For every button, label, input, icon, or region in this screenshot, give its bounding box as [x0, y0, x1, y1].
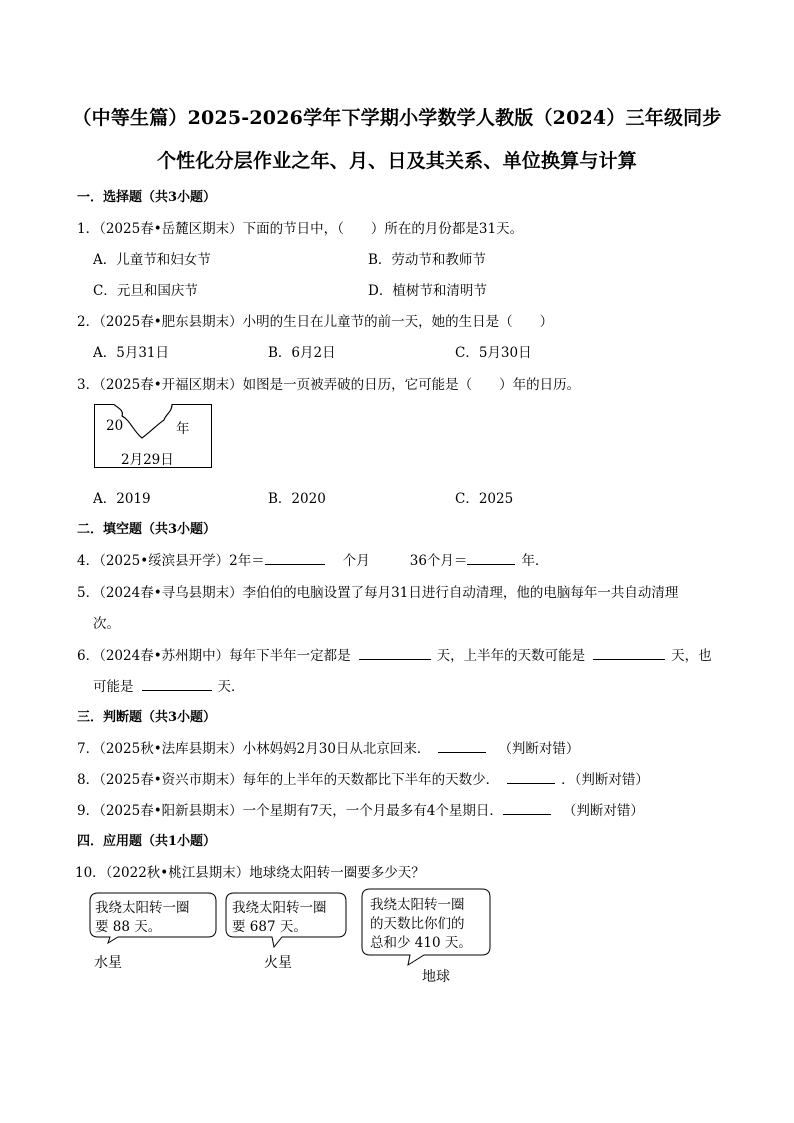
question-9-blank[interactable]	[503, 802, 551, 815]
question-2-option-a: A．5月31日	[93, 345, 170, 361]
question-6-part4: 可能是	[93, 679, 134, 695]
question-6-part2: 天，上半年的天数可能是	[436, 648, 586, 664]
question-3-option-c: C．2025	[455, 491, 514, 507]
question-4-blank-1[interactable]	[265, 552, 325, 565]
question-10-stem: 10．（2022秋•桃江县期末）地球绕太阳转一圈要多少天？	[75, 865, 425, 881]
earth-bubble-text	[370, 896, 472, 953]
calendar-date: 2月29日	[121, 452, 174, 468]
earth-label: 地球	[422, 969, 450, 985]
section-choice-heading: 一．选择题（共3小题）	[77, 190, 217, 205]
question-6-line2	[93, 675, 245, 695]
question-8-tail: ．（判断对错）	[561, 772, 649, 788]
question-4-part1: 4．（2025•绥滨县开学）2年＝	[77, 553, 265, 569]
question-6-part3: 天，也	[671, 648, 712, 664]
question-6-blank-3[interactable]	[142, 678, 212, 691]
mars-line2: 要 687 天。	[232, 919, 307, 935]
question-6-part1: 6．（2024春•苏州期中）每年下半年一定都是	[77, 648, 351, 664]
section-application-heading: 四．应用题（共1小题）	[77, 834, 217, 849]
question-2-stem: 2．（2025春•肥东县期末）小明的生日在儿童节的前一天，她的生日是（ ）	[77, 314, 554, 330]
question-3-option-a: A．2019	[93, 491, 151, 507]
question-4-part3: 36个月＝	[409, 553, 468, 569]
earth-line2: 的天数比你们的	[370, 916, 465, 932]
mercury-line2: 要 88 天。	[95, 919, 162, 935]
mars-label: 火星	[264, 955, 292, 971]
question-4-blank-2[interactable]	[467, 552, 515, 565]
question-2-option-c: C．5月30日	[455, 345, 532, 361]
question-9-stem: 9．（2025春•阳新县期末）一个星期有7天，一个月最多有4个星期日．	[77, 803, 503, 819]
mars-bubble-text	[232, 899, 327, 937]
question-7-blank[interactable]	[438, 740, 486, 753]
page-title-line1: （中等生篇）2025-2026学年下学期小学数学人教版（2024）三年级同步	[72, 107, 722, 129]
question-4-part2: 个月	[342, 553, 370, 569]
question-6-blank-2[interactable]	[593, 647, 665, 660]
section-judge-heading: 三．判断题（共3小题）	[77, 710, 217, 725]
question-6-blank-1[interactable]	[359, 647, 431, 660]
question-5-line1: 5．（2024春•寻乌县期末）李伯伯的电脑设置了每月31日进行自动清理，他的电脑每年一共自动清理	[77, 585, 679, 601]
calendar-year-left: 20	[106, 418, 124, 434]
question-7-stem: 7．（2025秋•法库县期末）小林妈妈2月30日从北京回来．	[77, 741, 431, 757]
question-5-line2: 次。	[93, 616, 120, 632]
earth-line3: 总和少 410 天。	[370, 935, 472, 951]
question-6-line1	[77, 644, 712, 664]
question-7	[77, 737, 579, 757]
question-9	[77, 799, 644, 819]
question-3-option-b: B．2020	[268, 491, 326, 507]
question-4-part4: 年．	[521, 553, 549, 569]
question-8-stem: 8．（2025春•资兴市期末）每年的上半年的天数都比下半年的天数少．	[77, 772, 500, 788]
question-9-tail: （判断对错）	[562, 803, 644, 819]
mars-line1: 我绕太阳转一圈	[232, 900, 327, 916]
page-title-line2: 个性化分层作业之年、月、日及其关系、单位换算与计算	[156, 150, 637, 172]
section-fill-heading: 二．填空题（共3小题）	[77, 522, 217, 537]
question-1-option-b: B．劳动节和教师节	[368, 252, 486, 268]
question-3-stem: 3．（2025春•开福区期末）如图是一页被弄破的日历，它可能是（ ）年的日历。	[77, 377, 581, 393]
question-1-option-d: D．植树节和清明节	[368, 283, 487, 299]
question-1-option-a: A．儿童节和妇女节	[93, 252, 211, 268]
question-1-option-c: C．元旦和国庆节	[93, 283, 198, 299]
calendar-year-right: 年	[176, 421, 190, 437]
earth-line1: 我绕太阳转一圈	[370, 897, 465, 913]
question-8	[77, 768, 649, 788]
question-7-tail: （判断对错）	[498, 741, 580, 757]
question-6-part5: 天．	[217, 679, 245, 695]
question-2-option-b: B．6月2日	[268, 345, 336, 361]
mercury-bubble-text	[95, 899, 190, 937]
question-4	[77, 549, 548, 569]
mercury-label: 水星	[94, 955, 122, 971]
question-8-blank[interactable]	[507, 771, 555, 784]
question-1-stem: 1．（2025春•岳麓区期末）下面的节日中，（ ）所在的月份都是31天。	[77, 221, 524, 237]
mercury-line1: 我绕太阳转一圈	[95, 900, 190, 916]
